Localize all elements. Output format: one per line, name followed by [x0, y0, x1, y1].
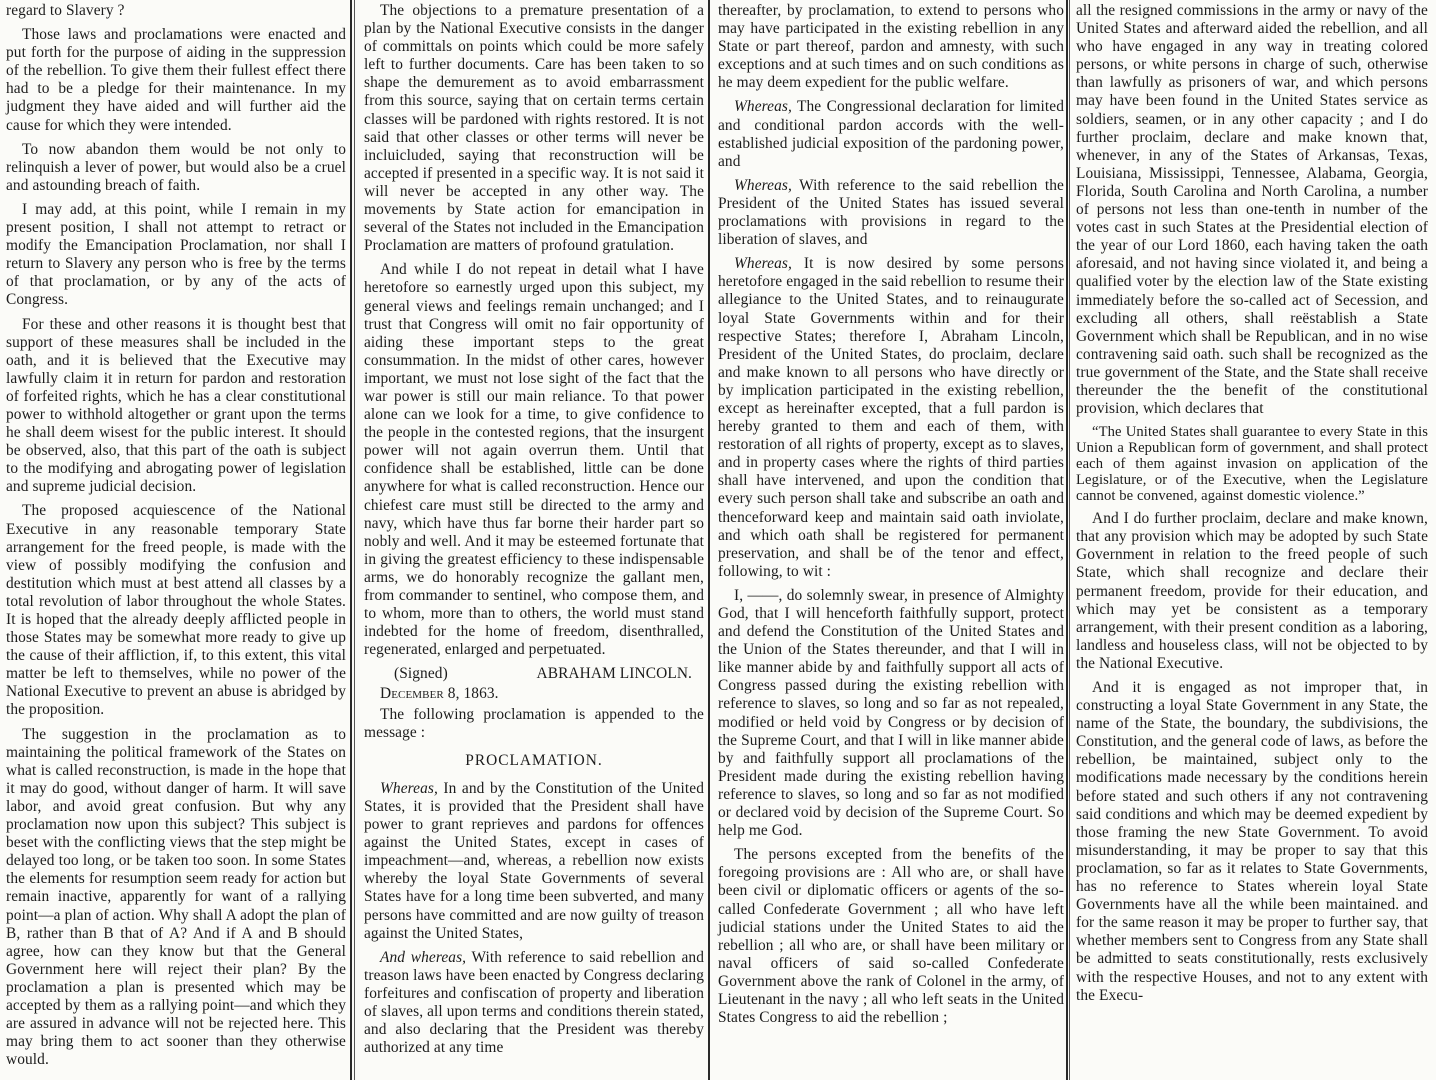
paragraph: The persons excepted from the benefits of the foregoing provisions are : All who are, or shall have been civil or diplomatic officers or agents of the so-called Confederate Government ; all who have left judicial stations under the United States to aid the rebellion ; all who are, or shall have been military or naval officers of said so-called Confederate Government above the rank of Colonel in the army, of Lieutenant in the navy ; all who left seats in the United States Congress to aid the rebellion ; — [718, 846, 1064, 1027]
paragraph-text: It is now desired by some persons heretofore engaged in the said rebellion to resume their allegiance to the United States, and to reinaugurate loyal State Governments within and for their respective States; therefore I, Abraham Lincoln, President of the United States, do proclaim, declare and make known to all persons who have directly or by implication participated in the existing rebellion, except as hereinafter excepted, that a full pardon is hereby granted to them and each of them, with restoration of all rights of property, except as to slaves, and in property cases where the rights of third parties shall have intervened, and upon the condition that every such person shall take and subscribe an oath and thenceforward keep and maintain said oath inviolate, and which oath shall be registered for permanent preservation, and shall be of the tenor and effect, following, to wit : — [718, 255, 1064, 580]
column-divider — [354, 0, 355, 1080]
paragraph-text: The Congressional declaration for limited and conditional pardon accords with the well-established judicial exposition of the pardoning power, and — [718, 98, 1064, 170]
paragraph: The objections to a premature presentation of a plan by the National Executive consists in the danger of committals on points which could be more safely left to further documents. Care has been taken to so shape the demurement as to avoid embarrassment from this source, saying that on certain terms certain classes will be pardoned with rights restored. It is not said that other classes or other terms will never be incluicluded, saying that reconstruction will be accepted if presented in a specific way. It is not said it will never be accepted in any other way. The movements by State action for emancipation in several of the States not included in the Emancipation Proclamation are matters of profound gratulation. — [364, 2, 704, 255]
column-divider — [1066, 0, 1068, 1080]
quote-text: “The United States shall guarantee to every State in this Union a Republican form of government, and shall protect each of them against invasion on application of the Legislature, or of the Executive, when the Legislature cannot be convened, against domestic violence.” — [1076, 424, 1428, 505]
column-1 — [6, 2, 346, 1075]
block-quote — [1076, 424, 1428, 504]
signature-line — [364, 665, 704, 683]
paragraph: The suggestion in the proclamation as to maintaining the political framework of the States on what is called reconstruction, is made in the hope that it may do good, without danger of harm. It will save labor, and avoid great confusion. But why any proclamation now upon this subject? This subject is beset with the conflicting views that the step might be delayed too long, or be taken too soon. In some States the elements for resumption seem ready for action but remain inactive, apparently for want of a rallying point—a plan of action. Why shall A adopt the plan of B, rather than B that of A? And if A and B should agree, how can they know but that the General Government here will reject their plan? By the proclamation a plan is presented which may be accepted by them as a rallying point—and which they are assured in advance will not be rejected here. This may bring them to act sooner than they otherwise would. — [6, 725, 346, 1069]
signature-name: ABRAHAM LINCOLN. — [536, 665, 692, 683]
lead-word: Whereas, — [734, 255, 792, 273]
dateline: December 8, 1863. — [380, 685, 499, 703]
paragraph: To now abandon them would be not only to relinquish a lever of power, but would also be a cruel and astounding breach of faith. — [6, 140, 346, 194]
section-heading: PROCLAMATION. — [465, 751, 603, 769]
paragraph-text: With reference to said rebellion and treason laws have been enacted by Congress declaring forfeitures and confiscation of property and liberation of slaves, all upon terms and conditions therein stated, and also declaring that the President was thereby authorized at any time — [364, 948, 705, 1057]
lead-word: Whereas, — [380, 779, 438, 797]
paragraph: And while I do not repeat in detail what I have heretofore so earnestly urged upon this subject, my general views and feelings remain unchanged; and I trust that Congress will omit no fair opportunity of aiding these important steps to the great consummation. In the midst of other cares, however important, we must not lose sight of the fact that the war power is still our main reliance. To that power alone can we look for a time, to give confidence to the people in the contested regions, that the insurgent power will not again overrun them. Until that confidence shall be established, little can be done anywhere for what is called reconstruction. Hence our chiefest care must still be directed to the army and navy, which have thus far borne their harder part so nobly and well. And it may be esteemed fortunate that in giving the greatest efficiency to these indispensable arms, we do honorably recognize the gallant men, from commander to sentinel, who compose them, and to whom, more than to others, the world must stand indebted for the home of freedom, disenthralled, regenerated, enlarged and perpetuated. — [364, 261, 704, 659]
column-divider — [708, 0, 710, 1080]
column-4 — [1076, 2, 1428, 1011]
paragraph: And it is engaged as not improper that, in constructing a loyal State Government in any State, the name of the State, the boundary, the subdivisions, the Constitution, and the general code of laws, as before the rebellion, be maintained, subject only to the modifications made necessary by the conditions herein before stated and such others if any not contravening said conditions and which may be deemed expedient by those framing the new State Government. To avoid misunderstanding, it may be proper to say that this proclamation, so far as it relates to State Governments, has no reference to States wherein loyal State Governments have all the while been maintained. and for the same reason it may be proper to further say, that whether members sent to Congress from any State shall be admitted to seats constitutionally, rests exclusively with the respective Houses, and not to any extent with the Execu- — [1076, 679, 1428, 1004]
paragraph: Those laws and proclamations were enacted and put forth for the purpose of aiding in the suppression of the rebellion. To give them their fullest effect there had to be a pledge for their maintenance. In my judgment they have aided and will further aid the cause for which they were intended. — [6, 26, 346, 134]
paragraph: The proposed acquiescence of the National Executive in any reasonable temporary State arrangement for the freed people, is made with the view of possibly modifying the confusion and destitution which must at best attend all classes by a total revolution of labor throughout the whole States. It is hoped that the already deeply afflicted people in those States may be somewhat more ready to give up the cause of their affliction, if, to this extent, this vital matter be left to themselves, while no power of the National Executive to prevent an abuse is abridged by the proposition. — [6, 502, 346, 719]
paragraph: thereafter, by proclamation, to extend to persons who may have participated in the existing rebellion in any State or part thereof, pardon and amnesty, with such exceptions and at such times and on such conditions as he may deem expedient for the public welfare. — [718, 2, 1064, 92]
column-divider — [1069, 0, 1070, 1080]
lead-word: Whereas, — [734, 176, 792, 194]
column-3 — [718, 2, 1064, 1033]
paragraph: regard to Slavery ? — [6, 2, 125, 19]
paragraph — [364, 949, 704, 1058]
lead-word: And whereas, — [380, 948, 467, 966]
paragraph-text: With reference to the said rebellion the President of the United States has issued several proclamations with provisions in regard to the liberation of slaves, and — [718, 176, 1064, 249]
paragraph — [718, 177, 1064, 249]
paragraph: all the resigned commissions in the army or navy of the United States and afterward aided the rebellion, and all who have engaged in any way in treating colored persons, or white persons in charge of such, otherwise than lawfully as prisoners of war, and which persons may have been found in the United States service as soldiers, seamen, or in any other capacity ; and I do further proclaim, declare and make known that, whenever, in any of the States of Arkansas, Texas, Louisiana, Mississippi, Tennessee, Alabama, Georgia, Florida, South Carolina and North Carolina, a number of persons not less than one-tenth in number of the votes cast in such States at the Presidential election of the year of our Lord 1860, each having taken the oath aforesaid, and not having since violated it, and being a qualified voter by the election law of the State existing immediately before the so-called act of Secession, and excluding all others, shall reëstablish a State Government which shall be Republican, and in no wise contravening said oath. such shall be recognized as the true government of the State, and the State shall receive thereunder the the benefit of the constitutional provision, which declares that — [1076, 2, 1428, 418]
paragraph: The following proclamation is appended to the message : — [364, 705, 704, 741]
column-divider — [350, 0, 352, 1080]
paragraph-text: In and by the Constitution of the United States, it is provided that the President shall have power to grant reprieves and pardons for offences against the United States, except in cases of impeachment—and, whereas, a rebellion now exists whereby the loyal State Governments of several States have for a long time been subverted, and many persons have committed and are now guilty of treason against the United States, — [364, 779, 704, 942]
paragraph — [718, 98, 1064, 170]
oath-paragraph: I, ——, do solemnly swear, in presence of Almighty God, that I will henceforth faithfully support, protect and defend the Constitution of the United States and the Union of the States thereunder, and that I will in like manner abide by and faithfully support all acts of Congress passed during the existing rebellion with reference to slaves, so long and so far as not repealed, modified or held void by Congress or by decision of the Supreme Court, and that I will in like manner abide by and faithfully support all proclamations of the President made during the existing rebellion having reference to slaves, so long and so far as not modified or declared void by decision of the Supreme Court. So help me God. — [718, 586, 1064, 840]
signature-label: (Signed) — [394, 665, 448, 683]
column-2 — [364, 2, 704, 1063]
paragraph: And I do further proclaim, declare and make known, that any provision which may be adopted by such State Government in relation to the freed people of such State, which shall recognize and declare their permanent freedom, provide for their education, and which may yet be consistent as a temporary arrangement, with their present condition as a laboring, landless and houseless class, will not be objected to by the National Executive. — [1076, 510, 1428, 672]
paragraph — [718, 255, 1064, 581]
lead-word: Whereas, — [734, 98, 792, 116]
paragraph: For these and other reasons it is thought best that support of these measures shall be included in the oath, and it is believed that the Executive may lawfully claim it in return for pardon and restoration of forfeited rights, which he has a clear constitutional power to withhold altogether or grant upon the terms he shall deem wisest for the public interest. It should be observed, also, that this part of the oath is subject to the modifying and abrogating power of legislation and supreme judicial decision. — [6, 315, 346, 496]
paragraph: I may add, at this point, while I remain in my present position, I shall not attempt to retract or modify the Emancipation Proclamation, nor shall I return to Slavery any person who is free by the terms of that proclamation, or by any of the acts of Congress. — [6, 200, 346, 309]
paragraph — [364, 780, 704, 943]
